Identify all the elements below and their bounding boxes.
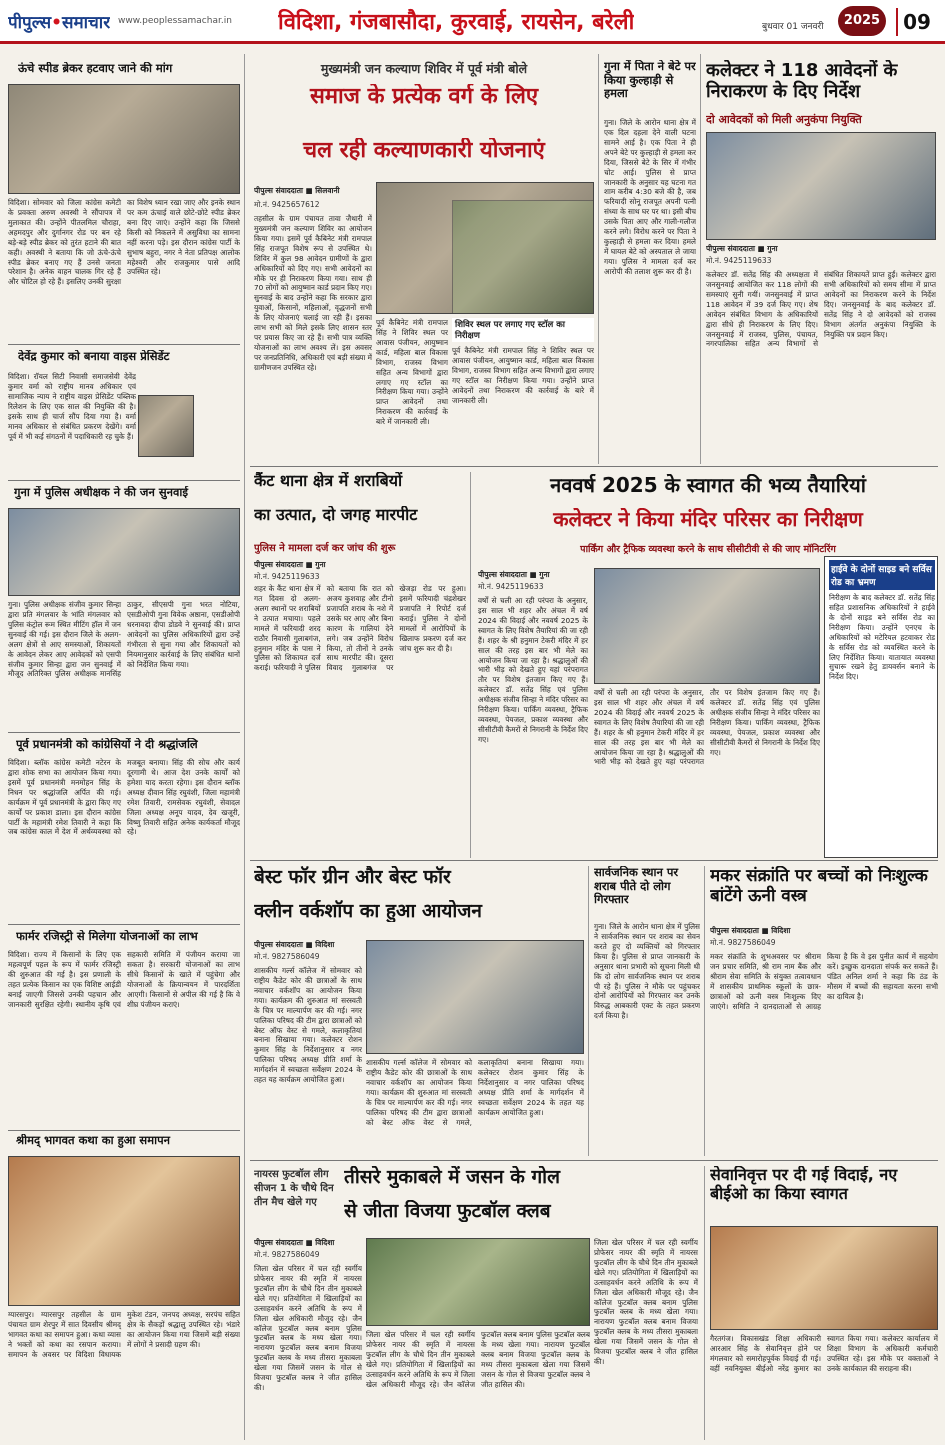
bestgreen-body-col1: शासकीय गर्ल्स कॉलेज में सोमवार को राष्ट्रीय कैडेट कोर की छात्राओं के साथ नवाचार वर्कशॉप का आयोजन किया गया। कार्यक्रम की शुरुआत मां सरस्वती के चित्र पर माल्यार्पण कर की गई। नगर पालिका परिषद की टीम द्वारा छात्राओं को बेस्ट ऑफ वेस्ट से गमले, कलाकृतियां बनाना सिखाया गया। कलेक्टर रोशन कुमार सिंह के निर्देशानुसार व नगर पालिका परिषद अध्यक्ष प्रीति शर्मा के मार्गदर्शन में स्वच्छता सर्वेक्षण 2024 के तहत यह कार्यक्रम आयोजित हुआ।: [254, 966, 362, 1085]
cm-camp-mobile: मो.नं. 9425657612: [254, 200, 320, 209]
section-title: विदिशा, गंजबासौदा, कुरवाई, रायसेन, बरेली: [278, 10, 635, 35]
column-rule: [704, 1166, 705, 1440]
cm-camp-byline: पीपुल्स संवाददाता ■ सिलवानी: [254, 186, 340, 195]
newyear-headline-1: नववर्ष 2025 के स्वागत की भव्य तैयारियां: [550, 474, 866, 497]
divider: [8, 480, 240, 481]
speedbreaker-photo: [8, 84, 240, 194]
liquor-headline: सार्वजनिक स्थान पर शराब पीते दो लोग गिरफ्तार: [594, 866, 679, 907]
collector118-headline: कलेक्टर ने 118 आवेदनों के निराकरण के दिए निर्देश: [706, 60, 898, 103]
bestgreen-photo: [366, 940, 584, 1054]
cm-camp-body-col2: पूर्व कैबिनेट मंत्री रामपाल सिंह ने शिविर स्थल पर आवास पंजीयन, आयुष्मान कार्ड, महिला बाल विकास विभाग, राजस्व विभाग सहित अन्य विभागों द्वारा लगाए गए स्टॉल का निरीक्षण किया गया। उन्होंने प्राप्त आवेदनों तथा निराकरण की कार्रवाई के बारे में जानकारी ली।: [376, 318, 448, 427]
divider: [250, 860, 938, 861]
farmer-headline: फार्मर रजिस्ट्री से मिलेगा योजनाओं का लाभ: [16, 930, 198, 943]
newyear-byline: पीपुल्स संवाददाता ■ गुना: [478, 570, 550, 579]
collector118-photo: [706, 132, 936, 240]
tribute-headline: पूर्व प्रधानमंत्री को कांग्रेसियों ने दी श्रद्धांजलि: [16, 738, 198, 751]
newyear-side-body: निरीक्षण के बाद कलेक्टर डॉ. सतेंद्र सिंह सहित प्रशासनिक अधिकारियों ने हाईवे के दोनों साइड बने सर्विस रोड का निरीक्षण किया। उन्होंने एनएच के अधिकारियों को मटेरियल हटवाकर रोड के सर्विस रोड को व्यवस्थित करने के लिए निर्देशित किया। यातायात व्यवस्था सुचारू रखने हेतु डायवर्सन बनाने के निर्देश दिए।: [829, 593, 935, 682]
column-rule: [704, 866, 705, 1156]
guna-sp-headline: गुना में पुलिस अधीक्षक ने की जन सुनवाई: [14, 486, 189, 499]
collector118-mobile: मो.नं. 9425119633: [706, 256, 772, 265]
bestgreen-body-col2: शासकीय गर्ल्स कॉलेज में सोमवार को राष्ट्रीय कैडेट कोर की छात्राओं के साथ नवाचार वर्कशॉप का आयोजन किया गया। कार्यक्रम की शुरुआत मां सरस्वती के चित्र पर माल्यार्पण कर की गई। नगर पालिका परिषद की टीम द्वारा छात्राओं को बेस्ट ऑफ वेस्ट से गमले, कलाकृतियां बनाना सिखाया गया। कलेक्टर रोशन कुमार सिंह के निर्देशानुसार व नगर पालिका परिषद अध्यक्ष प्रीति शर्मा के मार्गदर्शन में स्वच्छता सर्वेक्षण 2024 के तहत यह कार्यक्रम आयोजित हुआ।: [366, 1058, 584, 1127]
cm-camp-side-body: पूर्व कैबिनेट मंत्री रामपाल सिंह ने शिविर स्थल पर आवास पंजीयन, आयुष्मान कार्ड, महिला बाल विकास विभाग, राजस्व विभाग सहित अन्य विभागों द्वारा लगाए गए स्टॉल का निरीक्षण किया गया। उन्होंने प्राप्त आवेदनों तथा निराकरण की कार्रवाई के बारे में जानकारी ली।: [452, 346, 594, 405]
newyear-subhead: पार्किंग और ट्रैफिक व्यवस्था करने के साथ सीसीटीवी से की जाए मॉनिटरिंग: [580, 544, 836, 555]
bhagwat-photo: [8, 1156, 240, 1306]
football-mobile: मो.नं. 9827586049: [254, 1250, 320, 1259]
guna-sp-photo: [8, 508, 240, 596]
cm-camp-body-col1: तहसील के ग्राम पंचायत तावा जैथारी में मुख्यमंत्री जन कल्याण शिविर का आयोजन किया गया। इसमें पूर्व कैबिनेट मंत्री रामपाल सिंह राजपूत विशेष रूप से उपस्थित थे। शिविर में कुल 98 आवेदन ग्रामीणों के द्वारा अधिकारियों को दिए गए। सभी आवेदनों का मौके पर ही निराकरण किया गया। साथ ही 70 लोगों को आयुष्मान कार्ड प्रदान किए गए। सुनवाई के बाद उन्होंने कहा कि सरकार द्वारा युवाओं, किसानों, महिलाओं, वृद्धजनों सभी के लिए योजनाएं चलाई जा रही हैं। इसका लाभ सभी को मिले इसके लिए शासन स्तर पर प्रयास किए जा रहे हैं। सभी पात्र व्यक्ति योजनाओं का लाभ अवश्य लें। इस अवसर पर जनप्रतिनिधि, अधिकारी एवं बड़ी संख्या में ग्रामीणजन उपस्थित रहे।: [254, 214, 372, 372]
newyear-headline-2: कलेक्टर ने किया मंदिर परिसर का निरीक्षण: [553, 508, 863, 531]
bestgreen-headline-1: बेस्ट फॉर ग्रीन और बेस्ट फॉर: [254, 866, 451, 888]
divider: [250, 1160, 938, 1161]
tribute-body: विदिशा। ब्लॉक कांग्रेस कमेटी नटेरन के द्वारा शोक सभा का आयोजन किया गया। इसमें पूर्व प्रधानमंत्री मनमोहन सिंह के निधन पर श्रद्धांजलि अर्पित की गई। कार्यक्रम में पूर्व प्रधानमंत्री के द्वारा किए गए कार्यों पर प्रकाश डाला। इस दौरान कांग्रेस पार्टी के महामंत्री रमेश तिवारी ने कहा कि जब कांग्रेस काल में देश में अर्थव्यवस्था को मजबूत बनाया। सिंह की सोच और कार्य दूरगामी थे। आज देश उनके कार्यों को हमेशा याद करता रहेगा। इस दौरान ब्लॉक अध्यक्ष दीवान सिंह रघुवंशी, जिला महामंत्री रमेश तिवारी, रामसेवक रघुवंशी, सेवादल जिला अध्यक्ष अनूप यादव, देव खजूरी, विष्णु तिवारी सहित अनेक कार्यकर्ता मौजूद रहे।: [8, 758, 240, 837]
newyear-mobile: मो.नं. 9425119633: [478, 582, 544, 591]
bestgreen-mobile: मो.नं. 9827586049: [254, 952, 320, 961]
collector118-body: कलेक्टर डॉ. सतेंद्र सिंह की अध्यक्षता में जनसुनवाई आयोजित कर 118 लोगों की समस्याएं सुनी गयीं। जनसुनवाई में प्राप्त 118 आवेदन में 39 दर्ज किए गए। शेष आवेदन संबंधित विभाग के अधिकारियों द्वारा सीधे ही निराकरण के लिए दिए। जनसुनवाई में राजस्व, पुलिस, पंचायत, नगरपालिका सहित अन्य विभागों से संबंधित शिकायतें प्राप्त हुईं। कलेक्टर द्वारा सभी अधिकारियों को समय सीमा में प्राप्त आवेदनों का निराकरण करने के निर्देश दिए। जनसुनवाई के बाद कलेक्टर डॉ. सतेंद्र सिंह ने दो आवेदकों को राजस्व विभाग अंतर्गत अनुकंपा नियुक्ति के नियुक्ति पत्र प्रदान किए।: [706, 270, 936, 349]
cantt-headline-1: कैंट थाना क्षेत्र में शराबियों: [254, 472, 403, 490]
cm-camp-kicker: मुख्यमंत्री जन कल्याण शिविर में पूर्व मंत्री बोले: [320, 61, 528, 76]
divider: [250, 466, 938, 467]
cm-camp-headline-2: चल रही कल्याणकारी योजनाएं: [303, 138, 545, 163]
cantt-headline-2: का उत्पात, दो जगह मारपीट: [254, 506, 418, 524]
vicepresident-body: विदिशा। रॉयल सिटी निवासी समाजसेवी देवेंद्र कुमार वर्मा को राष्ट्रीय मानव अधिकार एवं सामाजिक न्याय ने राष्ट्रीय वाइस प्रेसिडेंट पब्लिक रिलेशन के लिए एक साल की नियुक्ति की है। इसके साथ ही चार्ज सौंप दिया गया है। वर्मा मानव अधिकार से संबंधित प्रकरण देखेंगे। वर्मा पूर्व में भी कई संगठनों में पदाधिकारी रह चुके हैं।: [8, 372, 136, 441]
football-headline-1: तीसरे मुकाबले में जसन के गोल: [344, 1166, 560, 1188]
cantt-mobile: मो.नं. 9425119633: [254, 572, 320, 581]
divider: [8, 344, 240, 345]
masthead: [0, 0, 945, 44]
newyear-body-col2: वर्षों से चली आ रही परंपरा के अनुसार, इस साल भी शहर और अंचल में वर्ष 2024 की विदाई और नववर्ष 2025 के स्वागत के लिए विशेष तैयारियां की जा रही हैं। शहर के श्री हनुमान टेकरी मंदिर में हर साल की तरह इस बार भी मेले का आयोजन किया जा रहा है। श्रद्धालुओं की भारी भीड़ को देखते हुए यहां परंपरागत तौर पर विशेष इंतजाम किए गए हैं। कलेक्टर डॉ. सतेंद्र सिंह एवं पुलिस अधीक्षक संजीव सिन्हा ने मंदिर परिसर का निरीक्षण किया। पार्किंग व्यवस्था, ट्रैफिक व्यवस्था, पेयजल, प्रकाश व्यवस्था और सीसीटीवी कैमरों से निगरानी के निर्देश दिए गए।: [594, 688, 820, 767]
makar-byline: पीपुल्स संवाददाता ■ विदिशा: [710, 926, 791, 935]
liquor-body: गुना। जिले के आरोन थाना क्षेत्र में पुलिस ने सार्वजनिक स्थान पर शराब का सेवन करते हुए दो व्यक्तियों को गिरफ्तार किया है। पुलिस से प्राप्त जानकारी के अनुसार थाना प्रभारी को सूचना मिली थी कि दो लोग सार्वजनिक स्थान पर शराब पी रहे हैं। पुलिस ने मौके पर पहुंचकर दोनों आरोपियों को गिरफ्तार कर उनके विरुद्ध आबकारी एक्ट के तहत प्रकरण दर्ज किया है।: [594, 922, 700, 1021]
farmer-body: विदिशा। राज्य में किसानों के लिए एक महत्वपूर्ण पहल के रूप में फार्मर रजिस्ट्री की शुरुआत की गई है। इस प्रणाली के तहत प्रत्येक किसान का एक विशिष्ट आईडी बनाई जाएगी जिससे उनकी पहचान और जानकारी सुरक्षित रहेगी। स्थानीय कृषि एवं सहकारी समिति में पंजीयन कराया जा सकता है। सरकारी योजनाओं का लाभ सीधे किसानों के खाते में पहुंचेगा और योजनाओं के क्रियान्वयन में पारदर्शिता आएगी। किसानों से अपील की गई है कि वे शीघ्र पंजीयन कराएं।: [8, 950, 240, 1009]
page-number: 09: [896, 8, 936, 36]
bhagwat-headline: श्रीमद् भागवत कथा का हुआ समापन: [16, 1134, 170, 1147]
guna-attack-headline: गुना में पिता ने बेटे पर किया कुल्हाड़ी से हमला: [604, 60, 696, 101]
retire-headline: सेवानिवृत्त पर दी गई विदाई, नए बीईओ का किया स्वागत: [710, 1166, 898, 1203]
newspaper-logo[interactable]: [8, 10, 110, 33]
makar-body: मकर संक्रांति के शुभअवसर पर श्रीराम जन प्रचार समिति, श्री राम नाम बैंक और श्रीराम सेवा समिति के संयुक्त तत्वावधान में शासकीय प्राथमिक स्कूलों के छात्र-छात्राओं को ऊनी वस्त्र निःशुल्क दिए जाएंगे। समिति ने दानदाताओं से आग्रह किया है कि वे इस पुनीत कार्य में सहयोग करें। इच्छुक दानदाता संपर्क कर सकते हैं। पंडित अनिल शर्मा ने कहा कि ठंड के मौसम में बच्चों की सहायता करना सभी का दायित्व है।: [710, 952, 938, 1011]
bhagwat-body: ग्यारसपुर। ग्यारसपुर तहसील के ग्राम पंचायत ग्राम शेरपुर में सात दिवसीय श्रीमद् भागवत कथा का समापन हुआ। कथा व्यास ने भक्तों को कथा का रसपान कराया। समापन के अवसर पर विदिशा विधायक मुकेश टंडन, जनपद अध्यक्ष, सरपंच सहित क्षेत्र के सैकड़ों श्रद्धालु उपस्थित रहे। भंडारे का आयोजन किया गया जिसमें बड़ी संख्या में लोगों ने प्रसादी ग्रहण की।: [8, 1310, 240, 1359]
retire-body: गैरतगंज। विकासखंड शिक्षा अधिकारी आरआर सिंह के सेवानिवृत्त होने पर मंगलवार को समारोहपूर्वक विदाई दी गई। वहीं नवनियुक्त बीईओ नरेंद्र कुमार का स्वागत किया गया। कलेक्टर कार्यालय में शिक्षा विभाग के अधिकारी कर्मचारी उपस्थित रहे। इस मौके पर वक्ताओं ने उनके कार्यकाल की सराहना की।: [710, 1334, 938, 1373]
collector118-byline: पीपुल्स संवाददाता ■ गुना: [706, 244, 778, 253]
football-headline-2: से जीता विजया फुटबॉल क्लब: [344, 1200, 551, 1222]
collector118-subhead: दो आवेदकों को मिली अनुकंपा नियुक्ति: [706, 113, 862, 126]
speedbreaker-body: विदिशा। सोमवार को जिला कांग्रेस कमेटी के प्रवक्ता अरुण अवस्थी ने सौंपापत्र में मुलाकात की। उन्होंने पीतलमिल चौराहा, अहमदपुर और दुर्गानगर रोड पर बन रहे बड़े-बड़े स्पीड ब्रेकर को तुरंत हटाने की बात कही। अवस्थी ने बताया कि जो ऊंचे-ऊंचे स्पीड ब्रेकर बनाए गए हैं उनसे जनता परेशान है। अनेक वाहन चालक गिर रहे हैं और चोटिल हो रहे हैं। इसलिए उनकी सुरक्षा का विशेष ध्यान रखा जाए और इनके स्थान पर कम ऊंचाई वाले छोटे-छोटे स्पीड ब्रेकर बना दिए जाएं। उन्होंने कहा कि जिससे किसी को निकलने में असुविधा का सामना नहीं करना पड़े। इस दौरान कांग्रेस पार्टी के सुभाष बहुरा, नगर ने नेता प्रतिपक्ष आलोक महेश्वरी और राजकुमार पासे आदि उपस्थित रहे।: [8, 198, 240, 287]
divider: [8, 732, 240, 733]
divider: [8, 1130, 240, 1131]
column-rule: [244, 54, 245, 1440]
newyear-sidebar: [824, 556, 938, 858]
logo-text-left: पीपुल्स: [8, 13, 52, 33]
bestgreen-byline: पीपुल्स संवाददाता ■ विदिशा: [254, 940, 335, 949]
cantt-subhead: पुलिस ने मामला दर्ज कर जांच की शुरू: [254, 543, 396, 554]
guna-sp-body: गुना। पुलिस अधीक्षक संजीव कुमार सिन्हा द्वारा प्रति मंगलवार के भांति मंगलवार को पुलिस कंट्रोल रूम स्थित मीटिंग हॉल में जन सुनवाई की गई। इस दौरान जिले के अलग-अलग क्षेत्रों से आए समस्याओं, शिकायतों के आवेदन लेकर आए आवेदकों को एसपी संजीव कुमार सिन्हा द्वारा जन सुनवाई में मौजूद अतिरिक्त पुलिस अधीक्षक मानसिंह ठाकुर, सीएसपी गुना भरत नोटिया, एसडीओपी गुना विवेक अष्ठाना, एसडीओपी धरनावदा दीपा डोडवे ने सुनवाई की। प्राप्त आवेदनों का पुलिस अधिकारियों द्वारा उन्हें गंभीरता से सुना गया और शिकायतों को नियमानुसार कार्रवाई के लिए संबंधित थानों को निर्देशित किया गया।: [8, 600, 240, 679]
vicepresident-headline: देवेंद्र कुमार को बनाया वाइस प्रेसिडेंट: [18, 350, 170, 363]
column-rule: [598, 54, 599, 464]
football-body-col3: जिला खेल परिसर में चल रही स्वर्गीय प्रोफेसर नायर की स्मृति में नायरस फुटबॉल लीग के चौथे दिन तीन मुकाबले खेले गए। प्रतियोगिता में खिलाड़ियों का उत्साहवर्धन करने अतिथि के रूप में जिला खेल अधिकारी मौजूद रहे। जैन कॉलेज फुटबॉल क्लब बनाम पुलिस फुटबॉल क्लब के मध्य खेला गया। नारायण फुटबॉल क्लब बनाम विजया फुटबॉल क्लब के मध्य तीसरा मुकाबला खेला गया जिसमें जसन के गोल से विजया फुटबॉल क्लब ने जीत हासिल की।: [594, 1238, 698, 1367]
cm-camp-headline-1: समाज के प्रत्येक वर्ग के लिए: [309, 84, 539, 109]
newyear-side-headline: हाईवे के दोनों साइड बने सर्विस रोड का भ्रमण: [829, 560, 935, 590]
logo-dot: •: [51, 13, 62, 33]
newyear-photo: [594, 568, 820, 684]
cm-camp-caption: शिविर स्थल पर लगाए गए स्टॉल का निरीक्षण: [452, 318, 594, 342]
guna-attack-body: गुना। जिले के आरोन थाना क्षेत्र में एक दिल दहला देने वाली घटना सामने आई है। एक पिता ने ही अपने बेटे पर कुल्हाड़ी से हमला कर दिया, जिससे बेटे के सिर में गंभीर चोट आई। पुलिस से प्राप्त जानकारी के अनुसार यह घटना गत शाम करीब 4:30 बजे की है, जब फरियादी सोनू राजपूत अपनी पत्नी संध्या के साथ घर पर था। इसी बीच उसके पिता आए और गाली-गलौज करने लगे। विरोध करने पर पिता ने कुल्हाड़ी से हमला कर दिया। हमले में घायल बेटे को अस्पताल ले जाया गया। पुलिस ने मामला दर्ज कर आरोपी की तलाश शुरू कर दी है।: [604, 118, 696, 276]
cantt-byline: पीपुल्स संवाददाता ■ गुना: [254, 560, 326, 569]
issue-date: बुधवार 01 जनवरी: [762, 22, 824, 32]
football-photo: [366, 1238, 590, 1326]
cm-camp-inset-photo: [452, 200, 594, 314]
retire-photo: [710, 1226, 938, 1330]
divider: [8, 924, 240, 925]
football-kicker: नायरस फुटबॉल लीग सीजन 1 के चौथे दिन तीन मैच खेले गए: [254, 1169, 334, 1208]
football-body-col1: जिला खेल परिसर में चल रही स्वर्गीय प्रोफेसर नायर की स्मृति में नायरस फुटबॉल लीग के चौथे दिन तीन मुकाबले खेले गए। प्रतियोगिता में खिलाड़ियों का उत्साहवर्धन करने अतिथि के रूप में जिला खेल अधिकारी मौजूद रहे। जैन कॉलेज फुटबॉल क्लब बनाम पुलिस फुटबॉल क्लब के मध्य खेला गया। नारायण फुटबॉल क्लब बनाम विजया फुटबॉल क्लब के मध्य तीसरा मुकाबला खेला गया जिसमें जसन के गोल से विजया फुटबॉल क्लब ने जीत हासिल की।: [254, 1264, 362, 1393]
newyear-body-col1: वर्षों से चली आ रही परंपरा के अनुसार, इस साल भी शहर और अंचल में वर्ष 2024 की विदाई और नववर्ष 2025 के स्वागत के लिए विशेष तैयारियां की जा रही हैं। शहर के श्री हनुमान टेकरी मंदिर में हर साल की तरह इस बार भी मेले का आयोजन किया जा रहा है। श्रद्धालुओं की भारी भीड़ को देखते हुए यहां परंपरागत तौर पर विशेष इंतजाम किए गए हैं। कलेक्टर डॉ. सतेंद्र सिंह एवं पुलिस अधीक्षक संजीव सिन्हा ने मंदिर परिसर का निरीक्षण किया। पार्किंग व्यवस्था, ट्रैफिक व्यवस्था, पेयजल, प्रकाश व्यवस्था और सीसीटीवी कैमरों से निगरानी के निर्देश दिए गए।: [478, 596, 588, 744]
makar-headline: मकर संक्रांति पर बच्चों को निःशुल्क बांटेंगे ऊनी वस्त्र: [710, 866, 928, 907]
bestgreen-headline-2: क्लीन वर्कशॉप का हुआ आयोजन: [254, 900, 482, 922]
makar-mobile: मो.नं. 9827586049: [710, 938, 776, 947]
year-badge: 2025: [838, 6, 886, 36]
logo-text-right: समाचार: [61, 13, 111, 33]
football-body-col2: जिला खेल परिसर में चल रही स्वर्गीय प्रोफेसर नायर की स्मृति में नायरस फुटबॉल लीग के चौथे दिन तीन मुकाबले खेले गए। प्रतियोगिता में खिलाड़ियों का उत्साहवर्धन करने अतिथि के रूप में जिला खेल अधिकारी मौजूद रहे। जैन कॉलेज फुटबॉल क्लब बनाम पुलिस फुटबॉल क्लब के मध्य खेला गया। नारायण फुटबॉल क्लब बनाम विजया फुटबॉल क्लब के मध्य तीसरा मुकाबला खेला गया जिसमें जसन के गोल से विजया फुटबॉल क्लब ने जीत हासिल की।: [366, 1330, 590, 1389]
cantt-body: शहर के कैंट थाना क्षेत्र में गत दिवस दो अलग-अलग स्थानों पर शराबियों ने उत्पात मचाया। पहले मामले में फरियादी शरद राठौर निवासी गुलाबगंज, हनुमान मंदिर के पास ने पुलिस को शिकायत दर्ज कराई। फरियादी ने पुलिस को बताया कि रात को अजय कुशवाह और टीनो प्रजापति शराब के नशे में उसके घर आए और बिना कारण के गालियां देने लगे। जब उन्होंने विरोध किया, तो तीनों ने उनके साथ मारपीट की। दूसरा विवाद गुलाबगंज पर खेजड़ा रोड पर हुआ। इसमें फरियादी चंद्रशेखर प्रजापति ने रिपोर्ट दर्ज कराई। पुलिस ने दोनों मामलों में आरोपियों के खिलाफ प्रकरण दर्ज कर जांच शुरू कर दी है।: [254, 584, 466, 673]
speedbreaker-headline: ऊंचे स्पीड ब्रेकर हटवाए जाने की मांग: [18, 62, 173, 75]
column-rule: [700, 54, 701, 464]
portrait-photo: [138, 395, 194, 457]
football-byline: पीपुल्स संवाददाता ■ विदिशा: [254, 1238, 335, 1247]
column-rule: [470, 472, 471, 858]
website-url[interactable]: www.peoplessamachar.in: [118, 16, 232, 26]
column-rule: [588, 866, 589, 1156]
